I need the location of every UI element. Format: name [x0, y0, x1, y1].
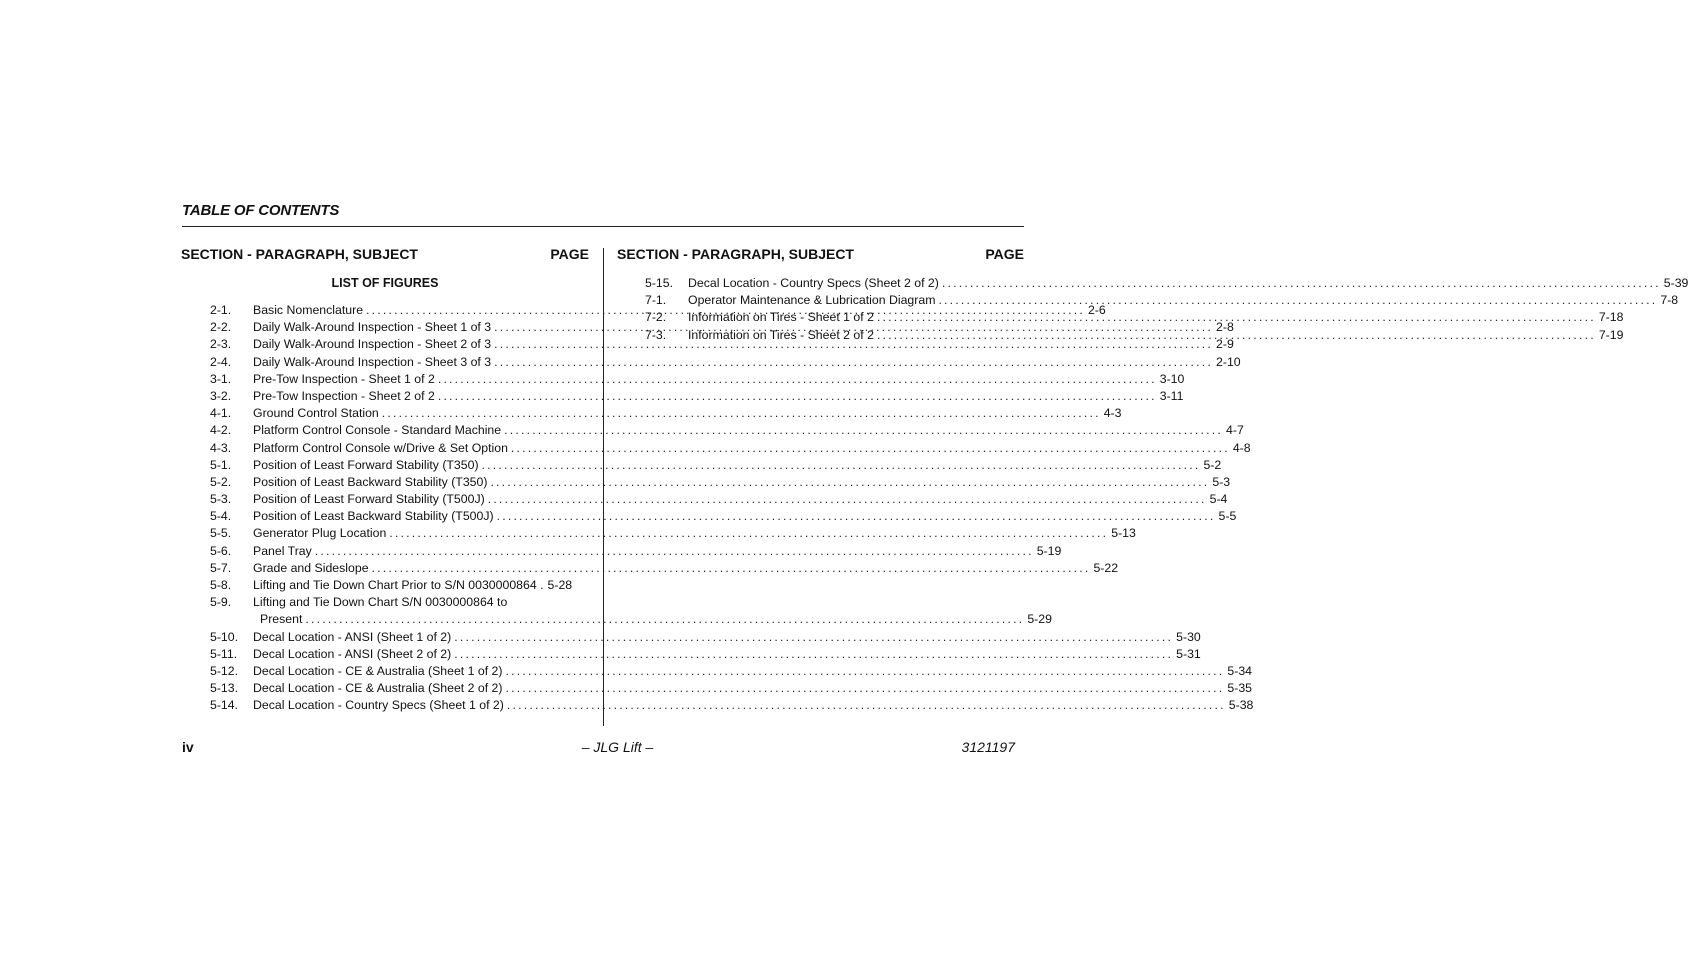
dot-leader — [507, 697, 1226, 714]
figure-subject: Platform Control Console w/Drive & Set Option — [253, 440, 508, 455]
figure-number: 2-4. — [210, 354, 232, 369]
figure-number: 5-14. — [210, 698, 239, 713]
column-divider — [603, 248, 604, 726]
figure-subject: Ground Control Station — [253, 406, 379, 421]
page-ref: 4-7 — [1226, 423, 1244, 438]
dot-leader — [488, 491, 1207, 508]
figure-subject: Daily Walk-Around Inspection - Sheet 3 of 3 — [253, 354, 492, 369]
dot-leader — [382, 405, 1101, 422]
toc-entry[interactable] — [210, 577, 589, 594]
column-heading-subject: SECTION - PARAGRAPH, SUBJECT — [617, 246, 854, 262]
dot-leader — [511, 440, 1230, 457]
toc-entry[interactable] — [210, 336, 1234, 353]
figure-number: 3-2. — [210, 388, 232, 403]
page-ref: 4-3 — [1103, 406, 1122, 421]
figure-subject: Decal Location - Country Specs (Sheet 1 of 2) — [253, 698, 504, 713]
page-ref: 5-19 — [1036, 543, 1062, 558]
figure-subject: Pre-Tow Inspection - Sheet 2 of 2 — [253, 388, 435, 403]
toc-entry[interactable] — [645, 292, 1679, 309]
dot-leader — [372, 560, 1091, 577]
figure-number: 4-1. — [210, 406, 232, 421]
page-ref: 5-35 — [1227, 681, 1253, 696]
toc-entry[interactable] — [210, 594, 589, 611]
figure-subject: Grade and Sideslope — [253, 560, 369, 575]
toc-entry[interactable] — [210, 646, 1201, 663]
footer-publisher: – JLG Lift – — [581, 739, 654, 755]
dot-leader — [877, 327, 1596, 344]
dot-leader — [315, 543, 1034, 560]
toc-entry[interactable] — [210, 560, 1119, 577]
figure-subject: Generator Plug Location — [253, 526, 387, 541]
figure-number: 5-7. — [210, 560, 232, 575]
dot-leader — [305, 611, 1024, 628]
toc-entry[interactable] — [210, 663, 1253, 680]
page-ref: 5-31 — [1176, 646, 1201, 661]
page-ref: 5-5 — [1218, 509, 1237, 524]
figure-subject: Information on Tires - Sheet 1 of 2 — [688, 310, 874, 325]
toc-entry[interactable] — [210, 354, 1241, 371]
page-ref: 7-18 — [1598, 310, 1624, 325]
figure-subject: Position of Least Forward Stability (T350) — [253, 457, 479, 472]
toc-entry[interactable] — [210, 525, 1136, 542]
figure-subject: Position of Least Backward Stability (T500J) — [253, 509, 494, 524]
dot-leader — [938, 292, 1657, 309]
figure-number: 7-1. — [645, 293, 667, 308]
figure-number: 3-1. — [210, 371, 232, 386]
figure-subject: Daily Walk-Around Inspection - Sheet 1 of 3 — [253, 320, 492, 335]
page-title: TABLE OF CONTENTS — [182, 202, 340, 219]
figure-number: 4-3. — [210, 440, 232, 455]
page-ref: 4-8 — [1232, 440, 1251, 455]
figure-subject: Daily Walk-Around Inspection - Sheet 2 of 3 — [253, 337, 492, 352]
page-ref: 7-19 — [1598, 327, 1624, 342]
page-ref: 5-13 — [1111, 526, 1136, 541]
figure-subject: Lifting and Tie Down Chart S/N 0030000864 to — [253, 595, 508, 610]
dot-leader — [877, 309, 1596, 326]
figure-subject: Decal Location - ANSI (Sheet 2 of 2) — [253, 646, 452, 661]
toc-entry[interactable] — [210, 508, 1237, 525]
column-heading-subject: SECTION - PARAGRAPH, SUBJECT — [181, 246, 418, 262]
figure-number: 5-9. — [210, 595, 232, 610]
dot-leader — [504, 422, 1223, 439]
figure-number: 2-1. — [210, 303, 232, 317]
toc-entry[interactable] — [210, 543, 1062, 560]
footer-page-number: iv — [182, 739, 194, 755]
figure-number: 5-12. — [210, 663, 239, 678]
figure-number: 5-10. — [210, 629, 239, 644]
page-ref: 2-10 — [1216, 354, 1241, 369]
page-ref: 5-3 — [1212, 474, 1231, 489]
figure-number: 7-3. — [645, 327, 667, 342]
page-ref: 5-34 — [1227, 663, 1253, 678]
page-ref: 3-11 — [1159, 388, 1184, 403]
page-ref: 5-22 — [1093, 560, 1119, 575]
figure-subject: Position of Least Forward Stability (T500J) — [253, 492, 485, 507]
page-ref: 5-38 — [1228, 698, 1254, 713]
figure-subject: Position of Least Backward Stability (T350) — [253, 474, 488, 489]
dot-leader — [438, 388, 1157, 405]
toc-entry[interactable] — [645, 275, 1688, 292]
figure-number: 5-8. — [210, 578, 232, 592]
dot-leader — [454, 646, 1173, 663]
page-ref: 5-39 — [1663, 276, 1688, 290]
toc-entry[interactable] — [210, 422, 1244, 439]
dot-leader — [454, 629, 1173, 646]
page-ref: 2-8 — [1216, 320, 1234, 335]
page-ref: 5-29 — [1027, 612, 1052, 627]
toc-entry[interactable] — [210, 491, 1228, 508]
left-column-header — [181, 246, 589, 262]
figure-subject: Lifting and Tie Down Chart Prior to S/N 0030000864 . — [253, 578, 544, 592]
figure-number: 2-3. — [210, 337, 232, 352]
figure-number: 7-2. — [645, 310, 667, 325]
page-ref: 5-4 — [1209, 492, 1228, 507]
dot-leader — [505, 663, 1224, 680]
figure-subject: Pre-Tow Inspection - Sheet 1 of 2 — [253, 371, 435, 386]
figure-number: 5-4. — [210, 509, 232, 524]
figure-subject: Basic Nomenclature — [253, 303, 364, 317]
right-column-header — [617, 246, 1024, 262]
page-ref: 5-28 — [547, 578, 573, 592]
figure-number: 5-6. — [210, 543, 232, 558]
figure-number: 5-15. — [645, 276, 674, 290]
toc-entry[interactable] — [210, 457, 1222, 474]
figure-subject: Platform Control Console - Standard Machine — [253, 423, 502, 438]
figure-number: 5-3. — [210, 492, 232, 507]
figure-number: 5-5. — [210, 526, 232, 541]
figure-subject: Operator Maintenance & Lubrication Diagram — [688, 293, 936, 308]
toc-entry[interactable] — [210, 474, 1231, 491]
figure-subject: Decal Location - Country Specs (Sheet 2 of 2) — [688, 276, 939, 290]
toc-entry[interactable] — [210, 388, 1184, 405]
footer-document-number: 3121197 — [961, 739, 1015, 755]
toc-entry[interactable] — [210, 440, 1251, 457]
figure-subject: Present — [260, 612, 303, 627]
figure-subject: Panel Tray — [253, 543, 312, 558]
toc-entry-continued[interactable] — [210, 611, 1052, 628]
dot-leader — [482, 457, 1201, 474]
toc-entry[interactable] — [210, 629, 1201, 646]
dot-leader — [494, 354, 1213, 371]
figure-number: 2-2. — [210, 320, 232, 335]
figure-number: 5-1. — [210, 457, 232, 472]
list-of-figures-heading: LIST OF FIGURES — [331, 276, 439, 290]
toc-entry[interactable] — [210, 697, 1254, 714]
dot-leader — [505, 680, 1224, 697]
page-ref: 5-30 — [1176, 629, 1201, 644]
page-ref: 3-10 — [1159, 371, 1185, 386]
figure-subject: Decal Location - ANSI (Sheet 1 of 2) — [253, 629, 452, 644]
figure-number: 5-11. — [210, 646, 238, 661]
dot-leader — [497, 508, 1216, 525]
figure-subject: Decal Location - CE & Australia (Sheet 1 of 2) — [253, 663, 503, 678]
title-rule — [182, 226, 1024, 227]
dot-leader — [389, 525, 1108, 542]
dot-leader — [438, 371, 1157, 388]
page-ref: 2-9 — [1216, 337, 1234, 352]
column-heading-page: PAGE — [550, 246, 589, 262]
figure-subject: Decal Location - CE & Australia (Sheet 2 of 2) — [253, 681, 503, 696]
page-ref: 2-6 — [1087, 303, 1106, 317]
toc-entry[interactable] — [210, 371, 1185, 388]
figure-number: 5-2. — [210, 474, 232, 489]
figure-number: 4-2. — [210, 423, 232, 438]
figure-subject: Information on Tires - Sheet 2 of 2 — [688, 327, 874, 342]
toc-entry[interactable] — [210, 680, 1253, 697]
figure-number: 5-13. — [210, 681, 239, 696]
column-heading-page: PAGE — [985, 246, 1024, 262]
page-ref: 7-8 — [1660, 293, 1679, 308]
page-ref: 5-2 — [1203, 457, 1222, 472]
toc-entry[interactable] — [210, 405, 1122, 422]
dot-leader — [490, 474, 1209, 491]
dot-leader — [942, 275, 1661, 292]
